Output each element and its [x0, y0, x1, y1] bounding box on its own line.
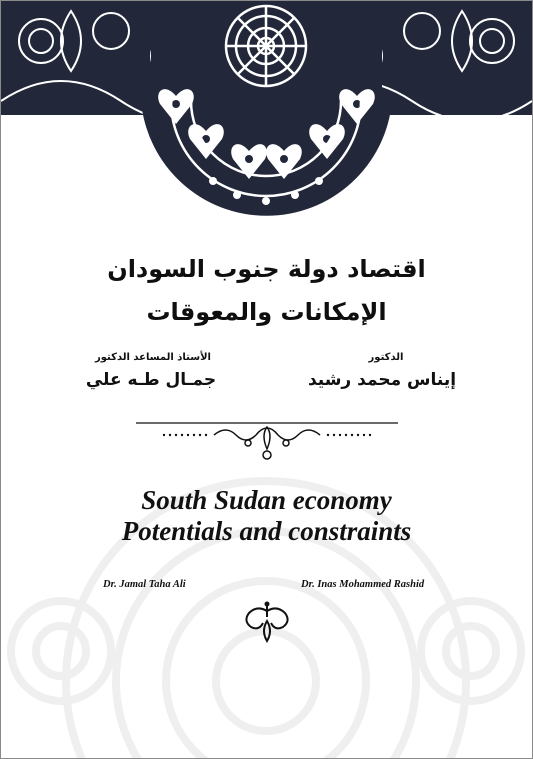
- author-right-role: الدكتور: [368, 352, 404, 363]
- english-author-right: Dr. Inas Mohammed Rashid: [301, 579, 425, 590]
- arabic-title-line-1: اقتصاد دولة جنوب السودان: [107, 255, 426, 283]
- english-title-line-2: Potentials and constraints: [121, 516, 412, 546]
- english-author-left: Dr. Jamal Taha Ali: [103, 579, 186, 590]
- swirl-ornament: [241, 601, 293, 645]
- author-left-name: جمـال طـه علي: [85, 370, 217, 390]
- mandala-header-ornament: [1, 1, 532, 226]
- author-left-role: الأستاذ المساعد الدكتور: [95, 352, 211, 363]
- author-right-name: إيناس محمد رشيد: [307, 370, 457, 390]
- divider-ornament: [136, 419, 398, 465]
- mandala-watermark: [1, 421, 532, 758]
- english-title-line-1: South Sudan economy: [141, 485, 392, 515]
- arabic-title-line-2: الإمكانات والمعوقات: [146, 298, 387, 326]
